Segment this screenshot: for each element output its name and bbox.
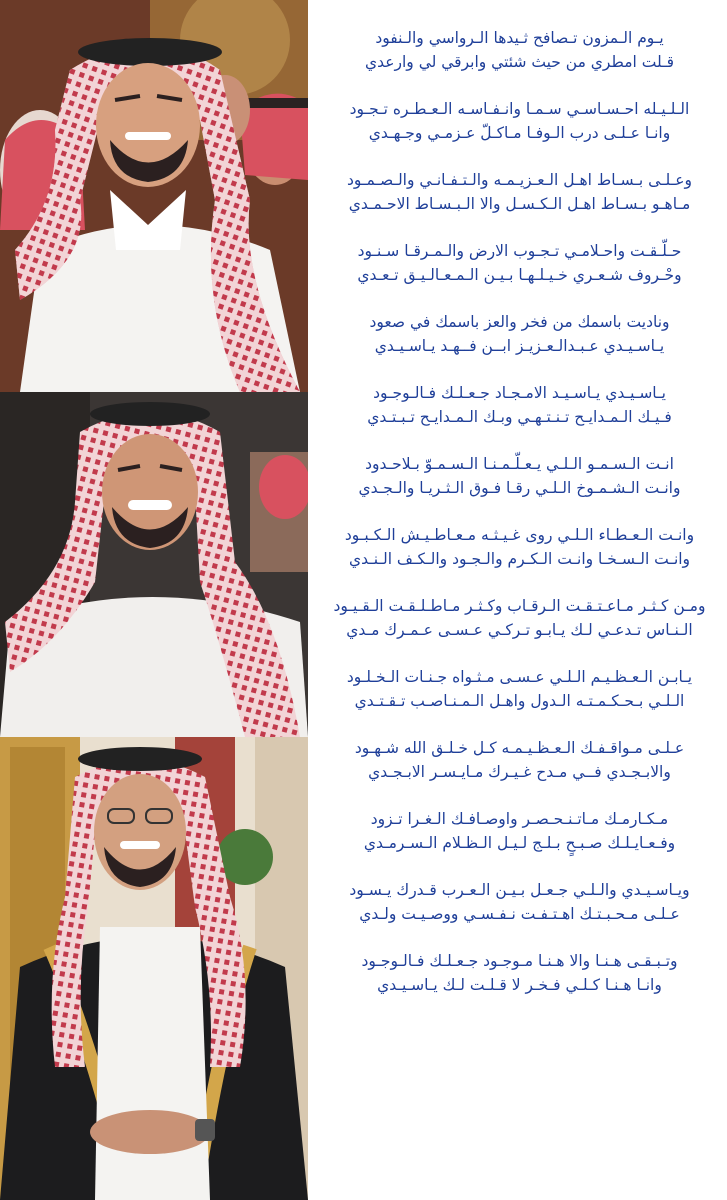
poem-line: ويـاسـيـدي والـلـي جـعـل بـيـن الـعـرب قـدرك يـسـود: [349, 881, 690, 899]
poem-line: مـكـارمـك مـاتـنـحـصـر واوصـافـك الـغـرا تـزود: [370, 810, 669, 828]
poem-stanza: [324, 523, 715, 571]
portrait-bottom: [0, 737, 308, 1200]
poem-line: انـت الـسـمـو الـلـي يـعـلّـمـنـا الـسـمـوّ بـلاحـدود: [365, 455, 674, 473]
poem-stanza: [324, 736, 715, 784]
poem-stanza: [324, 594, 715, 642]
poem-line: وعـلـى بـسـاط اهـل الـعـزيـمـه والـتـفـانـي والـصـمـود: [347, 171, 692, 189]
poem-line: وانـت الـشـمـوخ الـلـي رقـا فـوق الـثـريـا والـجـدي: [358, 479, 681, 497]
poem-line: قـلت امطري من حيث شئتي وابرقي لي وارعدي: [364, 53, 675, 71]
poem-stanza: [324, 239, 715, 287]
poem-line: فـيـك الـمـدايـح تـنـتـهـي وبـك الـمـدايـح تـبـتـدي: [367, 408, 672, 426]
poem-line: عـلـى مـواقـفـك الـعـظـيـمـه كـل خـلـق الله شـهـود: [354, 739, 685, 757]
poem-line: وناديت باسمك من فخر والعز باسمك في صعود: [369, 313, 670, 331]
poem-line: وتـبـقـى هـنـا والا هـنـا مـوجـود جـعـلـك فـالـوجـود: [361, 952, 678, 970]
poem: [324, 26, 715, 1020]
poem-stanza: [324, 168, 715, 216]
poem-line: حـلّـقـت واحـلامـي تـجـوب الارض والـمـرقـا سـنـود: [357, 242, 682, 260]
poem-line: الـلـيـله احـسـاسـي سـمـا وانـفـاسـه الـعـطـره تـجـود: [349, 100, 690, 118]
poem-stanza: [324, 807, 715, 855]
portrait-top: [0, 0, 308, 392]
poem-line: يـابـن الـعـظـيـم الـلـي عـسـى مـثـواه جـنـات الـخـلـود: [346, 668, 693, 686]
poem-line: الـلـي بـحـكـمـتـه الـدول واهـل الـمـنـاصـب تـقـتـدي: [354, 692, 685, 710]
poem-line: وانـا عـلـى درب الـوفـا مـاكـلّ عـزمـي وجـهـدي: [368, 124, 671, 142]
poem-stanza: [324, 310, 715, 358]
poem-line: وحْـروف شـعـري خـيـلـهـا بـيـن الـمـعـالـيـق تـعـدي: [357, 266, 682, 284]
poem-stanza: [324, 878, 715, 926]
portrait-middle: [0, 392, 308, 737]
poem-line: وانـت الـعـطـاء الـلـي روى غـيـثـه مـعـاطـيـش الـكـبـود: [344, 526, 695, 544]
poem-line: يـاسـيـدي عـبـدالـعـزيـز ابــن فــهـد يـاسـيـدي: [374, 337, 665, 355]
poem-stanza: [324, 97, 715, 145]
poem-panel: [308, 0, 727, 1200]
photo-column: [0, 0, 308, 1200]
poem-line: مـاهـو بـسـاط اهـل الـكـسـل والا الـبـسـاط الاحـمـدي: [348, 195, 691, 213]
poem-line: الـنـاس تـدعـي لـك يـابـو تـركـي عـسـى عـمـرك مـدي: [346, 621, 693, 639]
poem-stanza: [324, 381, 715, 429]
poem-line: ومـن كـثـر مـاعـتـقـت الـرقـاب وكـثـر مـاطـلـقـت الـقـيـود: [333, 597, 706, 615]
poem-line: والابـجـدي فــي مـدح غـيـرك مـايـسـر الابـجـدي: [368, 763, 671, 781]
poem-stanza: [324, 452, 715, 500]
poem-line: وانـا هـنـا كـلـي فـخـر لا قـلـت لـك يـاسـيـدي: [377, 976, 662, 994]
poem-stanza: [324, 665, 715, 713]
poem-stanza: [324, 26, 715, 74]
poem-stanza: [324, 949, 715, 997]
poem-line: عـلـى مـحـبـتـك اهـتـفـت نـفـسـي ووصـيـت ولـدي: [359, 905, 680, 923]
poem-line: يـوم الـمزون تـصافح ثـيدها الـرواسي والـنفود: [375, 29, 664, 47]
poem-line: وفـعـايـلـك صـبـحٍ بـلـج لـيـل الـظـلام الـسـرمـدي: [363, 834, 676, 852]
poem-line: وانـت الـسـخـا وانـت الـكـرم والـجـود والـكـف الـنـدي: [348, 550, 691, 568]
poem-line: يـاسـيـدي يـاسـيـد الامـجـاد جـعـلـك فـالـوجـود: [373, 384, 666, 402]
